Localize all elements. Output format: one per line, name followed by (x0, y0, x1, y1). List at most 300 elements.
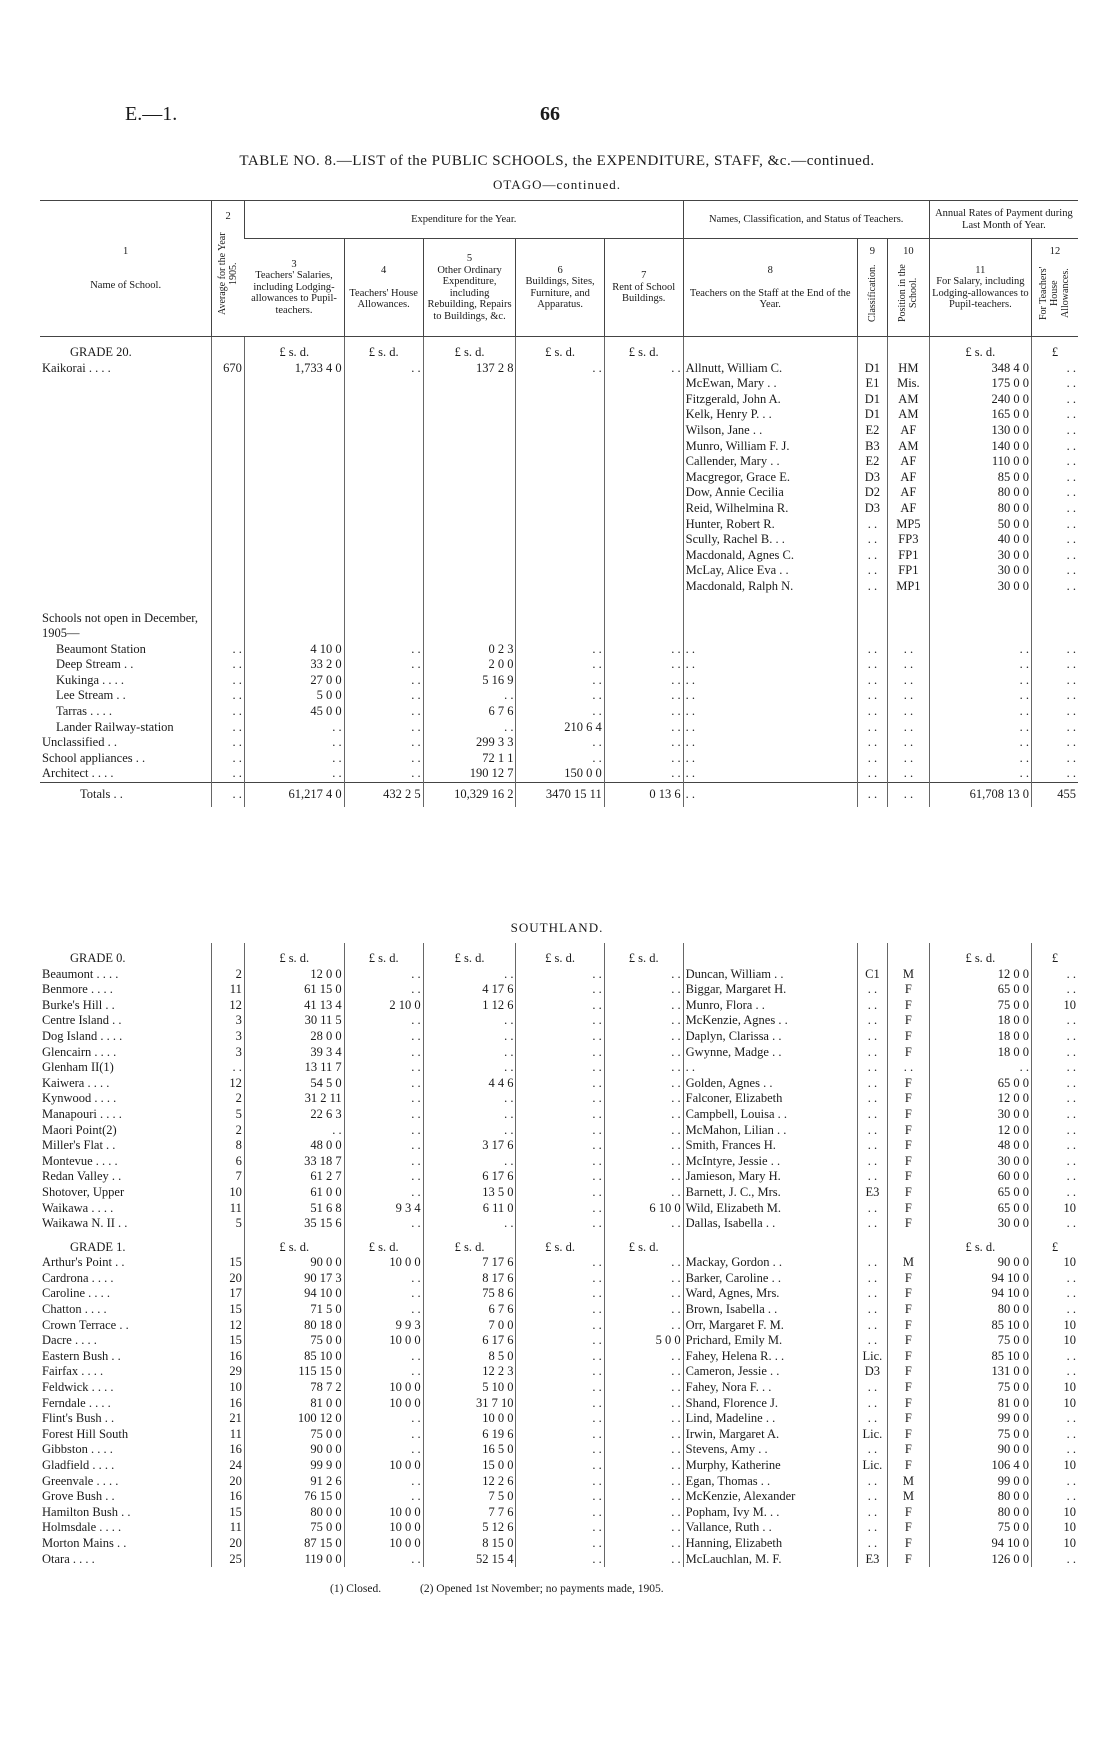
cell-t: McMahon, Lilian . . (683, 1123, 857, 1139)
cell-c7: . . (604, 1474, 683, 1490)
table-row (40, 688, 1078, 704)
cell-name: Glencairn . . . . (42, 1044, 117, 1059)
cell-avg (212, 454, 245, 470)
cell-name: Flint's Bush . . (42, 1411, 115, 1426)
cell-c11: 85 10 0 (929, 1349, 1031, 1365)
table-row (40, 517, 1078, 533)
cell-pos: F (888, 1045, 930, 1061)
cell-c7: . . (604, 1505, 683, 1521)
cell-c7: . . (604, 735, 683, 751)
table-row (40, 1201, 1078, 1217)
cell-cl: . . (857, 1333, 887, 1349)
cell-name: Centre Island . . (42, 1013, 122, 1028)
cell-c4: . . (344, 1107, 423, 1123)
cell-c4: . . (344, 1427, 423, 1443)
cell-c6 (516, 595, 604, 611)
cell-t: Fahey, Helena R. . . (683, 1349, 857, 1365)
cell-c12: . . (1031, 1427, 1078, 1443)
cell-name: Totals . . (40, 783, 212, 807)
cell-name: Miller's Flat . . (42, 1138, 116, 1153)
footnote-1: (1) Closed. (330, 1583, 382, 1595)
cell-c6 (516, 485, 604, 501)
table-row (40, 967, 1078, 983)
cell-c7: . . (604, 1396, 683, 1412)
cell-pos: AF (887, 454, 929, 470)
cell-avg: 2 (212, 1091, 245, 1107)
cell-c11: £ s. d. (929, 337, 1031, 361)
cell-avg: 24 (212, 1458, 245, 1474)
table-row (40, 470, 1078, 486)
cell-c7: . . (604, 688, 683, 704)
cell-c11: 65 0 0 (929, 1185, 1031, 1201)
cell-c5: 6 17 6 (423, 1169, 516, 1185)
cell-c12: . . (1031, 1076, 1078, 1092)
cell-c4: 9 3 4 (344, 1201, 423, 1217)
cell-cl: . . (857, 517, 887, 533)
cell-cl: . . (857, 1520, 887, 1536)
cell-avg: 15 (212, 1255, 245, 1271)
cell-cl: . . (857, 532, 887, 548)
cell-c12: . . (1031, 1154, 1078, 1170)
cell-c12: . . (1031, 1489, 1078, 1505)
cell-c7: . . (604, 361, 683, 377)
cell-c3: £ s. d. (244, 1232, 344, 1256)
cell-c6 (516, 376, 604, 392)
cell-cl: . . (857, 1286, 887, 1302)
cell-c7: . . (604, 1411, 683, 1427)
cell-c5: . . (423, 1107, 516, 1123)
cell-c11: . . (929, 720, 1031, 736)
cell-c5: 5 10 0 (423, 1380, 516, 1396)
cell-c5: 6 17 6 (423, 1333, 516, 1349)
cell-cl: . . (857, 1474, 887, 1490)
table-row (40, 1138, 1078, 1154)
cell-c3 (244, 532, 344, 548)
cell-name: Beaumont Station (56, 641, 146, 656)
section-title-southland: SOUTHLAND. (510, 920, 604, 935)
cell-name: Otara . . . . (42, 1551, 95, 1566)
cell-c7: . . (604, 704, 683, 720)
cell-c5: 8 5 0 (423, 1349, 516, 1365)
cell-pos: M (888, 1255, 930, 1271)
cell-pos: M (888, 1489, 930, 1505)
cell-c6: . . (516, 361, 604, 377)
cell-c5: 12 2 6 (423, 1474, 516, 1490)
cell-pos: . . (887, 751, 929, 767)
cell-pos: MP1 (887, 579, 929, 595)
cell-c11: 90 0 0 (929, 1442, 1031, 1458)
section-title-otago: OTAGO—continued. (493, 177, 621, 192)
cell-c3 (244, 376, 344, 392)
cell-c4: 2 10 0 (344, 998, 423, 1014)
col-label: Name of School. (90, 280, 162, 291)
cell-c12: . . (1031, 517, 1078, 533)
footnote-2: (2) Opened 1st November; no payments made, 1905. (419, 1583, 664, 1595)
cell-c7: . . (604, 1029, 683, 1045)
cell-t: Reid, Wilhelmina R. (683, 501, 857, 517)
cell-cl: . . (857, 1411, 887, 1427)
cell-c7: . . (604, 1185, 683, 1201)
cell-c3: 80 18 0 (244, 1318, 344, 1334)
table-row (40, 407, 1078, 423)
table-row (40, 1060, 1078, 1076)
cell-c7: . . (604, 1318, 683, 1334)
cell-c4: . . (344, 1060, 423, 1076)
cell-c11: 94 10 0 (929, 1536, 1031, 1552)
cell-c4: . . (344, 688, 423, 704)
cell-avg (212, 1232, 245, 1256)
cell-c5: . . (423, 1045, 516, 1061)
cell-name: Burke's Hill . . (42, 997, 115, 1012)
cell-c3: 90 0 0 (244, 1442, 344, 1458)
cell-c5: 6 19 6 (423, 1427, 516, 1443)
cell-pos: F (888, 1396, 930, 1412)
table-title: TABLE NO. 8.—LIST of the PUBLIC SCHOOLS, the EXPENDITURE, STAFF, &c.—continued. (239, 153, 875, 169)
cell-pos: F (888, 1107, 930, 1123)
cell-c11: . . (929, 766, 1031, 782)
table-row (40, 392, 1078, 408)
cell-name: GRADE 0. (70, 951, 126, 965)
cell-c12: . . (1031, 548, 1078, 564)
cell-c4 (344, 392, 423, 408)
table-row (40, 1302, 1078, 1318)
cell-name: Greenvale . . . . (42, 1473, 119, 1488)
cell-cl: . . (857, 1091, 887, 1107)
cell-c11: 348 4 0 (929, 361, 1031, 377)
cell-c11: . . (929, 751, 1031, 767)
col-header-rent (604, 239, 683, 337)
cell-cl: . . (857, 642, 887, 658)
cell-t: Stevens, Amy . . (683, 1442, 857, 1458)
cell-c6: . . (516, 1154, 604, 1170)
cell-c6 (516, 611, 604, 642)
cell-c7: . . (604, 766, 683, 782)
cell-cl: . . (857, 1045, 887, 1061)
cell-c7: 6 10 0 (604, 1201, 683, 1217)
cell-pos: F (888, 1318, 930, 1334)
col-header-average (212, 201, 245, 337)
cell-c5 (423, 595, 516, 611)
cell-avg: . . (212, 720, 245, 736)
cell-c4: . . (344, 1169, 423, 1185)
cell-pos: AF (887, 485, 929, 501)
cell-c7: . . (604, 1060, 683, 1076)
cell-c12: . . (1031, 735, 1078, 751)
cell-c5: 299 3 3 (423, 735, 516, 751)
cell-cl (857, 611, 887, 642)
cell-c6: 210 6 4 (516, 720, 604, 736)
cell-t: . . (683, 673, 857, 689)
cell-c6: . . (516, 1076, 604, 1092)
col-header-salaries (244, 239, 344, 337)
cell-t: Fahey, Nora F. . . (683, 1380, 857, 1396)
cell-name: Ferndale . . . . (42, 1395, 111, 1410)
cell-pos (888, 943, 930, 967)
cell-t: Duncan, William . . (683, 967, 857, 983)
cell-c5 (423, 376, 516, 392)
col-header-house-rate (1031, 239, 1078, 337)
cell-c12: £ (1031, 337, 1078, 361)
cell-c4: . . (344, 1029, 423, 1045)
cell-c5 (423, 454, 516, 470)
table-row (40, 1286, 1078, 1302)
cell-avg (212, 407, 245, 423)
cell-c4: . . (344, 1154, 423, 1170)
col-label: Buildings, Sites, Furniture, and Apparatus. (525, 276, 595, 310)
cell-c11: 75 0 0 (929, 1380, 1031, 1396)
cell-t: Allnutt, William C. (683, 361, 857, 377)
cell-c6: . . (516, 1123, 604, 1139)
cell-c6: . . (516, 1505, 604, 1521)
cell-cl: . . (857, 1029, 887, 1045)
cell-c11: 75 0 0 (929, 1333, 1031, 1349)
cell-c5 (423, 563, 516, 579)
cell-c11: 80 0 0 (929, 1505, 1031, 1521)
cell-name (40, 454, 212, 470)
cell-c6: . . (516, 1107, 604, 1123)
cell-name: Gladfield . . . . (42, 1458, 115, 1472)
cell-c3 (244, 423, 344, 439)
cell-c3: 90 0 0 (244, 1255, 344, 1271)
cell-c5: . . (423, 1013, 516, 1029)
cell-c11: 61,708 13 0 (929, 783, 1031, 807)
cell-c5: £ s. d. (423, 337, 516, 361)
cell-name: Schools not open in December, 1905— (42, 610, 199, 641)
cell-t: Macdonald, Ralph N. (683, 579, 857, 595)
cell-c11: 65 0 0 (929, 1201, 1031, 1217)
cell-t: Macgregor, Grace E. (683, 470, 857, 486)
cell-c5: 5 12 6 (423, 1520, 516, 1536)
cell-cl: . . (857, 783, 887, 807)
cell-c5 (423, 470, 516, 486)
cell-t: Wilson, Jane . . (683, 423, 857, 439)
col-header-classification (857, 239, 887, 337)
cell-c6: . . (516, 1411, 604, 1427)
cell-pos: F (888, 1029, 930, 1045)
cell-c6 (516, 439, 604, 455)
cell-c11: 175 0 0 (929, 376, 1031, 392)
cell-cl: E2 (857, 454, 887, 470)
cell-c3: 33 2 0 (244, 657, 344, 673)
cell-pos: F (888, 982, 930, 998)
cell-c12: . . (1031, 1364, 1078, 1380)
cell-c11: 130 0 0 (929, 423, 1031, 439)
cell-c5: 15 0 0 (423, 1458, 516, 1474)
cell-c5: 6 11 0 (423, 1201, 516, 1217)
cell-c12: . . (1031, 407, 1078, 423)
cell-c11: . . (929, 1060, 1031, 1076)
cell-t: Dow, Annie Cecilia (683, 485, 857, 501)
cell-pos: . . (887, 673, 929, 689)
cell-name (40, 548, 212, 564)
cell-avg (212, 579, 245, 595)
cell-c5: 6 7 6 (423, 704, 516, 720)
cell-pos: FP1 (887, 563, 929, 579)
cell-c7 (604, 532, 683, 548)
cell-avg: 2 (212, 1123, 245, 1139)
cell-c3: 41 13 4 (244, 998, 344, 1014)
cell-c5: 1 12 6 (423, 998, 516, 1014)
cell-cl (857, 943, 887, 967)
cell-pos: F (888, 1333, 930, 1349)
cell-c11: 60 0 0 (929, 1169, 1031, 1185)
cell-avg: . . (212, 783, 245, 807)
cell-name: Arthur's Point . . (42, 1255, 125, 1270)
cell-avg (212, 337, 245, 361)
cell-c11: 30 0 0 (929, 1154, 1031, 1170)
cell-c3: 31 2 11 (244, 1091, 344, 1107)
cell-c11: 12 0 0 (929, 1123, 1031, 1139)
cell-cl: Lic. (857, 1349, 887, 1365)
table-row (40, 1185, 1078, 1201)
table-row (40, 532, 1078, 548)
cell-c5: 6 7 6 (423, 1302, 516, 1318)
cell-c7: . . (604, 1138, 683, 1154)
cell-c3: 30 11 5 (244, 1013, 344, 1029)
col-header-teachers (683, 239, 857, 337)
cell-cl: . . (857, 1107, 887, 1123)
col-label: Teachers' House Allowances. (349, 287, 418, 310)
table-row (40, 1169, 1078, 1185)
cell-c12: . . (1031, 1013, 1078, 1029)
col-number: 3 (291, 258, 297, 270)
cell-t: Irwin, Margaret A. (683, 1427, 857, 1443)
cell-c5: 0 2 3 (423, 642, 516, 658)
cell-pos: M (888, 967, 930, 983)
cell-c5: 3 17 6 (423, 1138, 516, 1154)
cell-t: Biggar, Margaret H. (683, 982, 857, 998)
cell-c5: 12 2 3 (423, 1364, 516, 1380)
cell-c7: . . (604, 1286, 683, 1302)
cell-c4: . . (344, 735, 423, 751)
cell-c4: 10 0 0 (344, 1520, 423, 1536)
cell-c11: . . (929, 657, 1031, 673)
cell-t (683, 943, 857, 967)
cell-c7 (604, 548, 683, 564)
table-row (40, 1380, 1078, 1396)
cell-c6 (516, 454, 604, 470)
table-row (40, 1029, 1078, 1045)
cell-c7: . . (604, 1520, 683, 1536)
cell-c5: 75 8 6 (423, 1286, 516, 1302)
cell-c5: . . (423, 1154, 516, 1170)
cell-pos: F (888, 1169, 930, 1185)
cell-avg: 16 (212, 1396, 245, 1412)
cell-c3 (244, 595, 344, 611)
cell-c5: . . (423, 1029, 516, 1045)
cell-cl: Lic. (857, 1427, 887, 1443)
cell-c11: 240 0 0 (929, 392, 1031, 408)
cell-c12: 10 (1031, 1318, 1078, 1334)
cell-c11: . . (929, 704, 1031, 720)
grade-heading-row (40, 943, 1078, 967)
cell-t: . . (683, 642, 857, 658)
cell-avg: 11 (212, 982, 245, 998)
cell-c4 (344, 611, 423, 642)
cell-c6: . . (516, 1474, 604, 1490)
cell-avg: 15 (212, 1505, 245, 1521)
cell-c12: . . (1031, 1107, 1078, 1123)
cell-t: McLay, Alice Eva . . (683, 563, 857, 579)
cell-t: Smith, Frances H. (683, 1138, 857, 1154)
cell-avg (212, 376, 245, 392)
cell-c5 (423, 439, 516, 455)
cell-pos: F (888, 1505, 930, 1521)
cell-c11: 40 0 0 (929, 532, 1031, 548)
cell-t: . . (683, 766, 857, 782)
cell-c4 (344, 485, 423, 501)
cell-c6: . . (516, 1185, 604, 1201)
cell-t: Hunter, Robert R. (683, 517, 857, 533)
cell-c3: 12 0 0 (244, 967, 344, 983)
cell-c12: £ (1031, 943, 1078, 967)
cell-t (683, 337, 857, 361)
cell-cl: . . (857, 1505, 887, 1521)
col-header-buildings (516, 239, 604, 337)
cell-c11: 110 0 0 (929, 454, 1031, 470)
cell-avg (212, 548, 245, 564)
cell-c5: . . (423, 1091, 516, 1107)
cell-c3: 115 15 0 (244, 1364, 344, 1380)
table-row (40, 501, 1078, 517)
col-label: Average for the Year 1905. (217, 232, 240, 316)
cell-c7 (604, 501, 683, 517)
cell-c3: . . (244, 751, 344, 767)
cell-pos: MP5 (887, 517, 929, 533)
cell-c12: . . (1031, 1286, 1078, 1302)
cell-t: Barker, Caroline . . (683, 1271, 857, 1287)
cell-cl: . . (857, 1536, 887, 1552)
table-row (40, 1349, 1078, 1365)
cell-t (683, 595, 857, 611)
cell-name (40, 470, 212, 486)
col-label: Other Ordinary Expenditure, including Rebuilding, Repairs to Buildings, &c. (427, 264, 512, 322)
cell-c7: . . (604, 998, 683, 1014)
cell-cl: . . (857, 720, 887, 736)
cell-name: Redan Valley . . (42, 1169, 122, 1184)
cell-t: Daplyn, Clarissa . . (683, 1029, 857, 1045)
cell-c12: 10 (1031, 1520, 1078, 1536)
cell-c7: . . (604, 1255, 683, 1271)
cell-avg: 17 (212, 1286, 245, 1302)
cell-c11: 18 0 0 (929, 1045, 1031, 1061)
cell-c7: . . (604, 967, 683, 983)
cell-c3: 91 2 6 (244, 1474, 344, 1490)
cell-c7: . . (604, 1489, 683, 1505)
cell-c6: . . (516, 1333, 604, 1349)
cell-c5 (423, 407, 516, 423)
cell-c12: . . (1031, 720, 1078, 736)
cell-pos: . . (887, 704, 929, 720)
cell-avg: 5 (212, 1107, 245, 1123)
cell-cl: . . (857, 982, 887, 998)
cell-t: Falconer, Elizabeth (683, 1091, 857, 1107)
cell-t: . . (683, 720, 857, 736)
cell-c6: . . (516, 735, 604, 751)
cell-t: . . (683, 1060, 857, 1076)
grade-heading-row (40, 1232, 1078, 1256)
cell-c5 (423, 485, 516, 501)
cell-avg (212, 501, 245, 517)
cell-c11: 30 0 0 (929, 548, 1031, 564)
table-row (40, 1076, 1078, 1092)
cell-c6: . . (516, 1271, 604, 1287)
cell-name (40, 579, 212, 595)
cell-c6: . . (516, 1060, 604, 1076)
cell-c7 (604, 517, 683, 533)
cell-c12: . . (1031, 1442, 1078, 1458)
cell-c4 (344, 501, 423, 517)
